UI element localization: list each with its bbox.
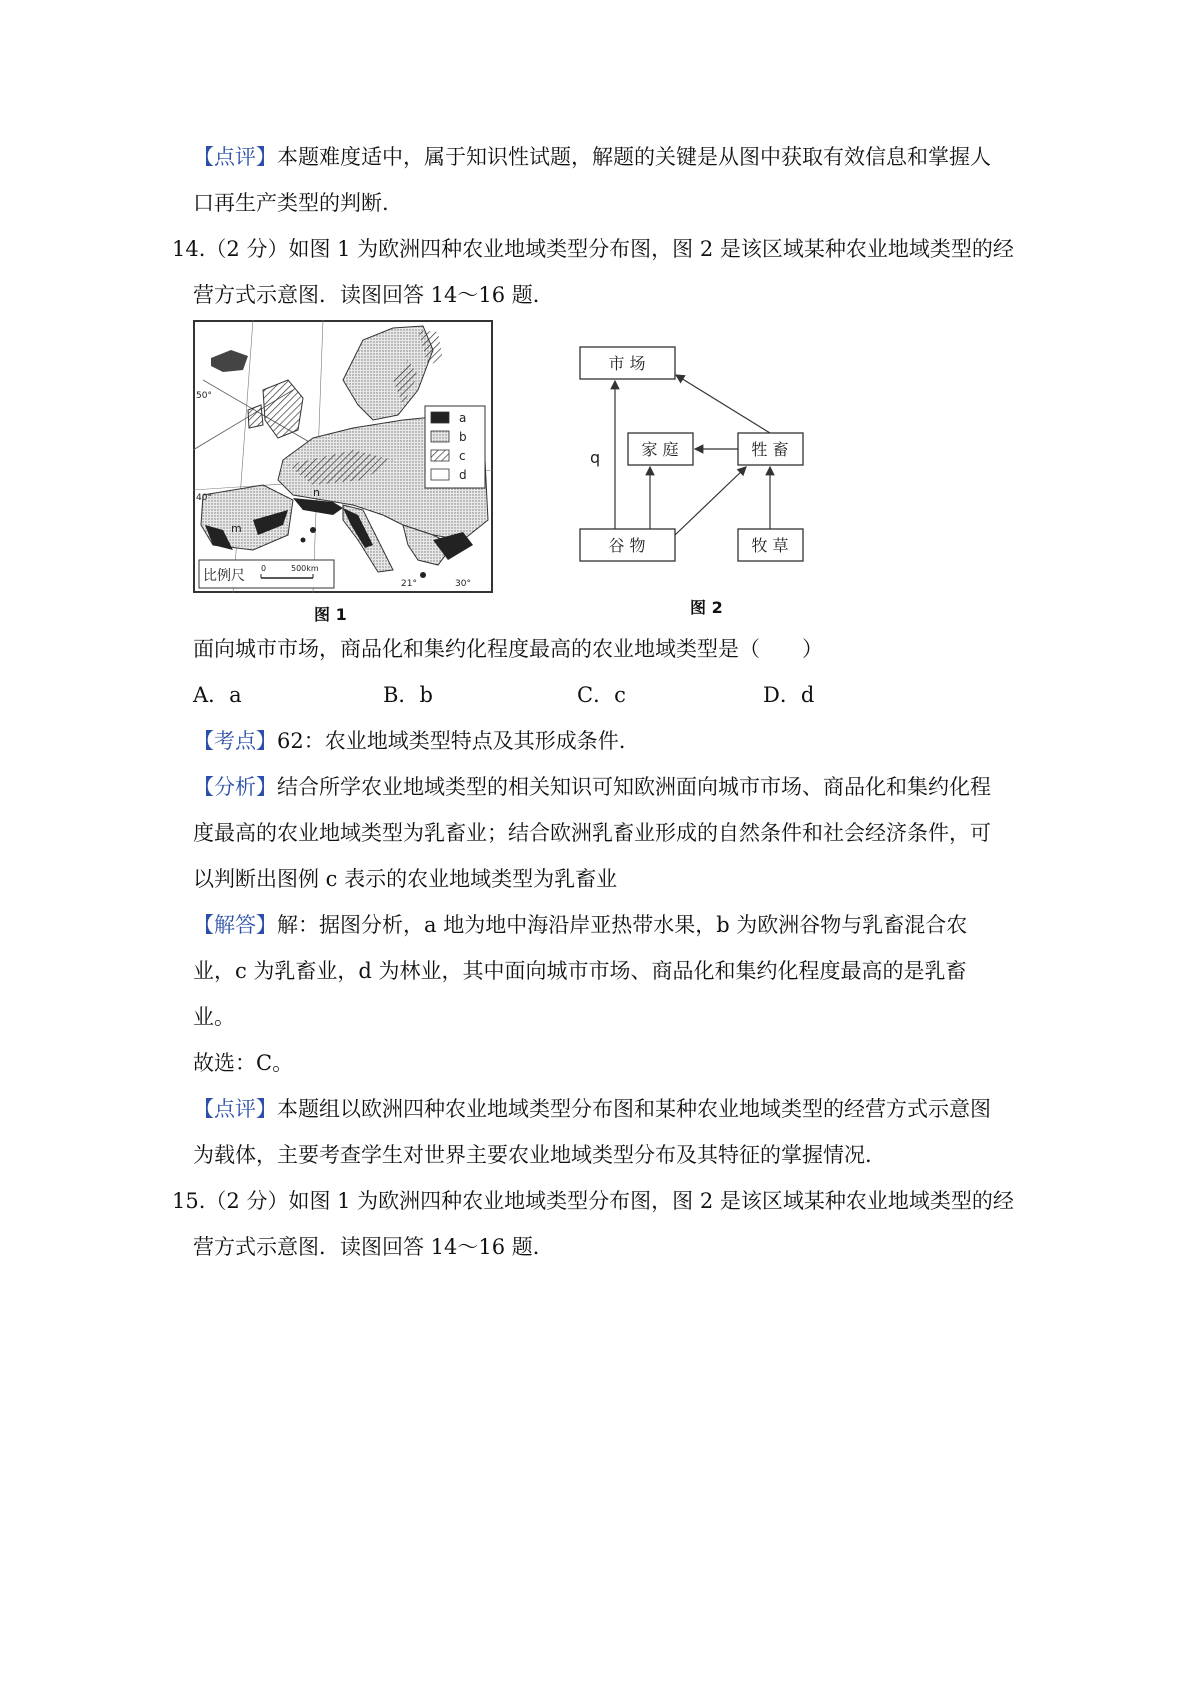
jieda-tag: 【解答】 [193,913,277,937]
q14-stem-line-2: 营方式示意图．读图回答 14～16 题． [193,283,554,307]
review-line-2: 口再生产类型的判断. [193,191,389,215]
map-label-lat2: 50° [196,391,212,401]
q14-number: 14. [172,237,206,261]
jieda-line-2: 业，c 为乳畜业，d 为林业，其中面向城市市场、商品化和集约化程度最高的是乳畜 [193,959,967,983]
map-label-m: m [231,522,242,535]
q15-stem-line-1: 15.（2 分）如图 1 为欧洲四种农业地域类型分布图，图 2 是该区域某种农业地域类型的经 [172,1189,1014,1213]
q15-number: 15. [172,1189,206,1213]
map-label-n: n [313,486,320,499]
fenxi-tag: 【分析】 [193,775,277,799]
map-label-lon2: 30° [455,579,471,589]
figure-1-caption: 图 1 [314,605,347,624]
scale-value: 500km [291,564,319,573]
node-pasture: 牧 草 [751,536,789,555]
arrow-label-q: q [590,448,601,467]
node-grain: 谷 物 [608,536,646,555]
dianping-tag: 【点评】 [193,1097,277,1121]
kaodian-tag: 【考点】 [193,729,277,753]
node-market: 市 场 [608,354,646,373]
legend-b: b [459,430,467,444]
node-family: 家 庭 [641,440,679,459]
option-c: C．c [577,683,626,707]
kaodian-line: 【考点】62：农业地域类型特点及其形成条件. [193,729,626,753]
node-livestock: 牲 畜 [751,440,789,459]
figure-2-diagram [570,335,840,575]
jieda-line-1: 【解答】解：据图分析，a 地为地中海沿岸亚热带水果，b 为欧洲谷物与乳畜混合农 [193,913,968,937]
q15-stem-line-2: 营方式示意图．读图回答 14～16 题． [193,1235,554,1259]
map-label-lat1: 40° [196,493,212,503]
fenxi-line-3: 以判断出图例 c 表示的农业地域类型为乳畜业 [193,867,618,891]
dianping-line-2: 为载体，主要考查学生对世界主要农业地域类型分布及其特征的掌握情况. [193,1143,872,1167]
fenxi-line-1: 【分析】结合所学农业地域类型的相关知识可知欧洲面向城市市场、商品化和集约化程 [193,775,991,799]
jieda-line-3: 业。 [193,1005,235,1029]
legend-a: a [459,411,467,425]
option-d: D．d [763,683,815,707]
option-b: B．b [383,683,433,707]
fenxi-line-2: 度最高的农业地域类型为乳畜业；结合欧洲乳畜业形成的自然条件和社会经济条件，可 [193,821,991,845]
legend-d: d [459,468,467,482]
review-tag: 【点评】 [193,145,277,169]
figure-1-map [193,320,493,593]
q14-question: 面向城市市场，商品化和集约化程度最高的农业地域类型是（ ） [193,637,823,661]
map-label-lon1: 21° [401,579,417,589]
q14-stem-line-1: 14.（2 分）如图 1 为欧洲四种农业地域类型分布图，图 2 是该区域某种农业地域类型的经 [172,237,1014,261]
figure-2-caption: 图 2 [690,598,723,617]
legend-c: c [459,449,466,463]
answer-line: 故选：C。 [193,1051,294,1075]
scale-zero: 0 [261,564,267,573]
scale-label: 比例尺 [203,568,245,584]
dianping-line-1: 【点评】本题组以欧洲四种农业地域类型分布图和某种农业地域类型的经营方式示意图 [193,1097,991,1121]
review-line-1: 【点评】本题难度适中，属于知识性试题，解题的关键是从图中获取有效信息和掌握人 [193,145,991,169]
option-a: A．a [193,683,242,707]
